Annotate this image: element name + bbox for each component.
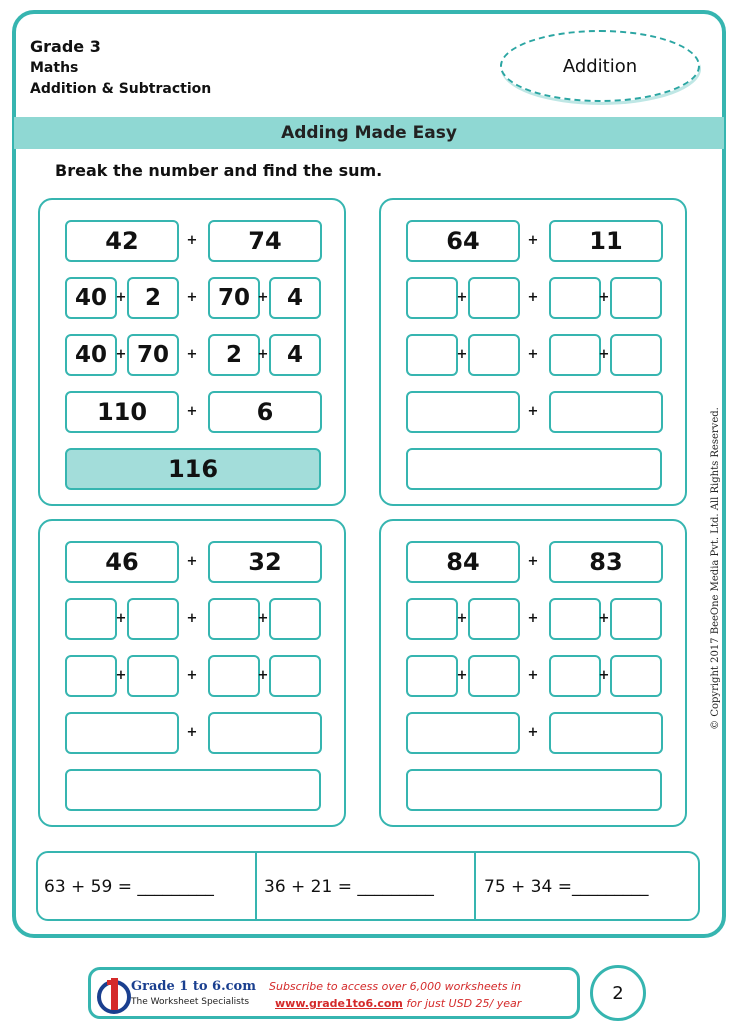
plus-sign: + xyxy=(186,347,198,362)
answer-box-row2-4[interactable] xyxy=(269,598,321,640)
question-divider xyxy=(255,853,257,919)
plus-sign: + xyxy=(115,611,127,626)
answer-box-row2-2[interactable] xyxy=(468,277,520,319)
answer-box-row3-3[interactable]: 2 xyxy=(208,334,260,376)
answer-box-row2-1[interactable] xyxy=(65,598,117,640)
plus-sign: + xyxy=(527,347,539,362)
total-sum-box[interactable]: 116 xyxy=(65,448,321,490)
grade1to6-logo-icon xyxy=(97,976,131,1014)
plus-sign: + xyxy=(527,290,539,305)
answer-box-row2-2[interactable] xyxy=(468,598,520,640)
answer-box-row3-3[interactable] xyxy=(549,334,601,376)
answer-box-row3-1[interactable]: 40 xyxy=(65,334,117,376)
answer-box-row2-1[interactable] xyxy=(406,277,458,319)
question-3: 75 + 34 =_________ xyxy=(484,877,649,897)
answer-box-row4-2[interactable] xyxy=(208,712,322,754)
answer-box-row4-1[interactable] xyxy=(406,712,520,754)
answer-box-row3-4[interactable] xyxy=(269,655,321,697)
plus-sign: + xyxy=(456,668,468,683)
brand-tagline: The Worksheet Specialists xyxy=(131,997,250,1007)
answer-box-row2-3[interactable]: 70 xyxy=(208,277,260,319)
plus-sign: + xyxy=(456,290,468,305)
answer-box-row3-1[interactable] xyxy=(406,655,458,697)
plus-sign: + xyxy=(456,611,468,626)
practice-questions-bar xyxy=(36,851,700,921)
problem-panel-4 xyxy=(379,519,687,827)
answer-box-row1-2[interactable]: 83 xyxy=(549,541,663,583)
problem-panel-1 xyxy=(38,198,346,506)
plus-sign: + xyxy=(527,404,539,419)
answer-box-row4-2[interactable] xyxy=(549,391,663,433)
answer-box-row2-4[interactable] xyxy=(610,598,662,640)
total-sum-box[interactable] xyxy=(406,769,662,811)
subject-label: Maths xyxy=(30,60,79,76)
question-2: 36 + 21 = _________ xyxy=(264,877,434,897)
answer-box-row2-4[interactable]: 4 xyxy=(269,277,321,319)
answer-box-row3-1[interactable] xyxy=(65,655,117,697)
answer-box-row1-2[interactable]: 74 xyxy=(208,220,322,262)
plus-sign: + xyxy=(186,554,198,569)
answer-box-row3-4[interactable]: 4 xyxy=(269,334,321,376)
footer-banner xyxy=(88,967,580,1019)
promo-line-2 xyxy=(275,997,521,1010)
total-sum-box[interactable] xyxy=(65,769,321,811)
page-number: 2 xyxy=(590,965,646,1021)
answer-box-row1-2[interactable]: 32 xyxy=(208,541,322,583)
promo-line-1: Subscribe to access over 6,000 worksheets in xyxy=(269,980,522,993)
answer-box-row3-2[interactable] xyxy=(127,655,179,697)
answer-box-row2-4[interactable] xyxy=(610,277,662,319)
answer-box-row2-3[interactable] xyxy=(208,598,260,640)
answer-box-row1-1[interactable]: 84 xyxy=(406,541,520,583)
plus-sign: + xyxy=(115,347,127,362)
answer-box-row2-1[interactable] xyxy=(406,598,458,640)
problem-panel-3 xyxy=(38,519,346,827)
answer-box-row4-2[interactable] xyxy=(549,712,663,754)
plus-sign: + xyxy=(186,290,198,305)
plus-sign: + xyxy=(115,668,127,683)
answer-box-row1-2[interactable]: 11 xyxy=(549,220,663,262)
answer-box-row1-1[interactable]: 46 xyxy=(65,541,179,583)
website-link[interactable]: www.grade1to6.com xyxy=(275,997,403,1010)
plus-sign: + xyxy=(257,611,269,626)
plus-sign: + xyxy=(257,347,269,362)
plus-sign: + xyxy=(598,347,610,362)
answer-box-row3-3[interactable] xyxy=(549,655,601,697)
brand-name: Grade 1 to 6.com xyxy=(131,979,256,994)
plus-sign: + xyxy=(598,290,610,305)
total-sum-box[interactable] xyxy=(406,448,662,490)
question-1: 63 + 59 = _________ xyxy=(44,877,214,897)
answer-box-row3-4[interactable] xyxy=(610,334,662,376)
answer-box-row3-2[interactable] xyxy=(468,655,520,697)
plus-sign: + xyxy=(257,668,269,683)
plus-sign: + xyxy=(186,725,198,740)
plus-sign: + xyxy=(186,611,198,626)
answer-box-row2-2[interactable] xyxy=(127,598,179,640)
plus-sign: + xyxy=(527,554,539,569)
answer-box-row3-2[interactable] xyxy=(468,334,520,376)
answer-box-row4-2[interactable]: 6 xyxy=(208,391,322,433)
answer-box-row2-2[interactable]: 2 xyxy=(127,277,179,319)
question-divider xyxy=(474,853,476,919)
answer-box-row3-1[interactable] xyxy=(406,334,458,376)
grade-label: Grade 3 xyxy=(30,37,101,56)
copyright-notice xyxy=(708,407,722,729)
topic-label: Addition & Subtraction xyxy=(30,81,212,97)
plus-sign: + xyxy=(186,233,198,248)
answer-box-row4-1[interactable]: 110 xyxy=(65,391,179,433)
worksheet-title: Adding Made Easy xyxy=(14,117,724,149)
plus-sign: + xyxy=(527,725,539,740)
plus-sign: + xyxy=(186,668,198,683)
addition-cloud-label: Addition xyxy=(500,30,700,102)
instruction-text: Break the number and find the sum. xyxy=(55,161,383,180)
answer-box-row3-3[interactable] xyxy=(208,655,260,697)
plus-sign: + xyxy=(527,611,539,626)
copyright-text: © Copyright 2017 BeeOne Media Pvt. Ltd. All Rights Reserved. xyxy=(709,406,721,730)
promo-line-2-rest: for just USD 25/ year xyxy=(402,997,522,1010)
plus-sign: + xyxy=(598,611,610,626)
answer-box-row1-1[interactable]: 64 xyxy=(406,220,520,262)
answer-box-row2-3[interactable] xyxy=(549,598,601,640)
answer-box-row4-1[interactable] xyxy=(406,391,520,433)
plus-sign: + xyxy=(115,290,127,305)
plus-sign: + xyxy=(257,290,269,305)
answer-box-row1-1[interactable]: 42 xyxy=(65,220,179,262)
answer-box-row3-4[interactable] xyxy=(610,655,662,697)
problem-panel-2 xyxy=(379,198,687,506)
answer-box-row4-1[interactable] xyxy=(65,712,179,754)
plus-sign: + xyxy=(598,668,610,683)
answer-box-row2-3[interactable] xyxy=(549,277,601,319)
answer-box-row3-2[interactable]: 70 xyxy=(127,334,179,376)
plus-sign: + xyxy=(186,404,198,419)
plus-sign: + xyxy=(527,668,539,683)
plus-sign: + xyxy=(456,347,468,362)
plus-sign: + xyxy=(527,233,539,248)
answer-box-row2-1[interactable]: 40 xyxy=(65,277,117,319)
